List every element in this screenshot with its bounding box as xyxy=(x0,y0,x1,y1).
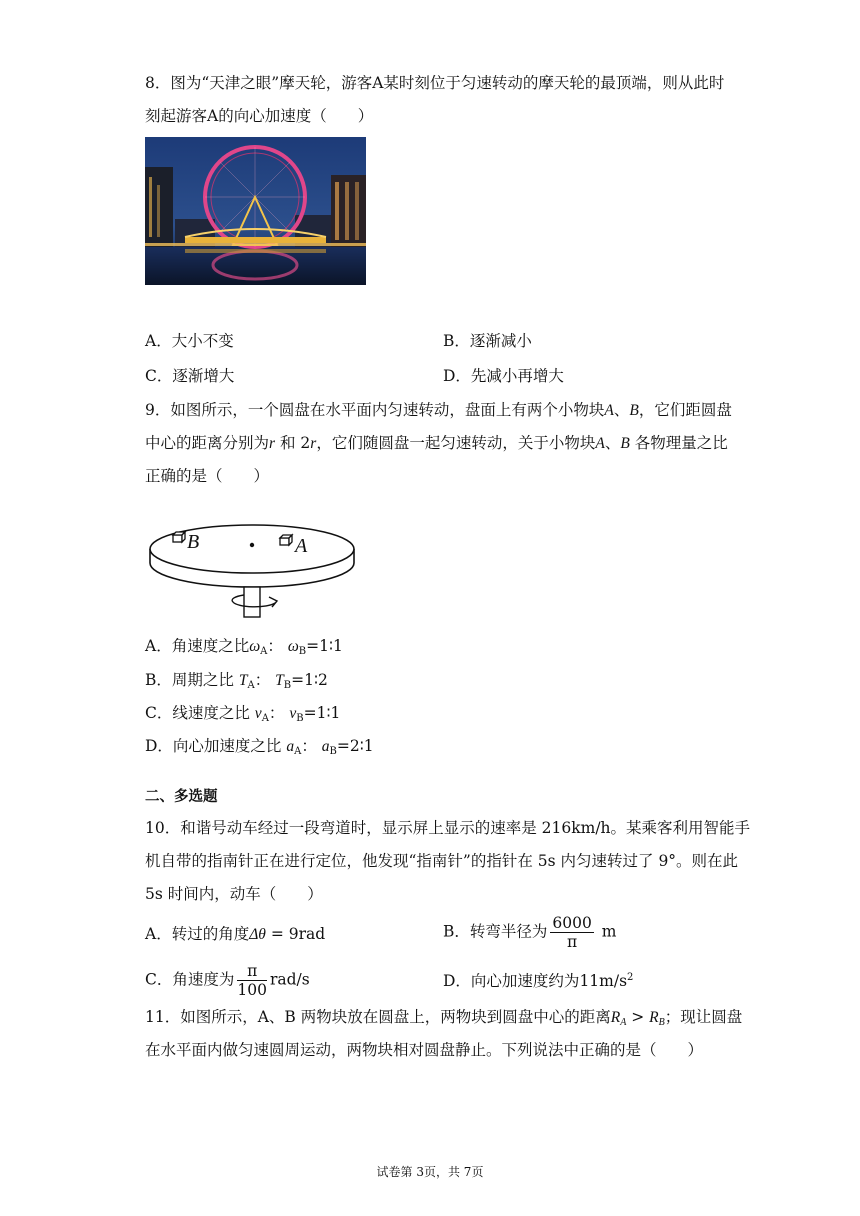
q8-stem-line1: 8．图为“天津之眼”摩天轮，游客A某时刻位于匀速转动的摩天轮的最顶端，则从此时 xyxy=(145,74,725,92)
q8-option-c: C．逐渐增大 xyxy=(145,367,235,385)
q8-option-d: D．先减小再增大 xyxy=(443,367,564,385)
q10-option-d: D．向心加速度约为$11m/s^2$ xyxy=(443,972,634,991)
q10-stem-line3: 5s 时间内，动车（ ） xyxy=(145,885,323,903)
q9-option-a: A．角速度之比$\omega_A$： $\omega_B=1∶1$ xyxy=(145,637,343,657)
q9-stem-line2: 中心的距离分别为r 和 2r，它们随圆盘一起匀速转动，关于小物块A、B 各物理量之比 xyxy=(145,434,728,452)
block-a-icon xyxy=(280,535,292,545)
q9-option-d: D．向心加速度之比 $a_A$： $a_B=2∶1$ xyxy=(145,737,374,757)
q10-stem-line1: 10．和谐号动车经过一段弯道时，显示屏上显示的速率是 216km/h。某乘客利用智能手 xyxy=(145,819,751,837)
q10-option-c: C．角速度为 $\frac{\pi}{100}$ rad/s xyxy=(145,962,310,999)
section-title-multi-choice: 二、多选题 xyxy=(145,789,218,805)
q10-option-b: B．转弯半径为 $\frac{6000}{\pi}$ m xyxy=(443,914,617,951)
q9-stem-line3: 正确的是（ ） xyxy=(145,467,270,485)
q11-stem-line1: 11．如图所示，A、B 两物块放在圆盘上，两物块到圆盘中心的距离$R_A > R_B$；现让圆盘 xyxy=(145,1008,743,1028)
q9-stem-line1: 9．如图所示，一个圆盘在水平面内匀速转动，盘面上有两个小物块A、B，它们距圆盘 xyxy=(145,401,732,419)
q10-stem-line2: 机自带的指南针正在进行定位，他发现“指南针”的指针在 5s 内匀速转过了 9°。则在此 xyxy=(145,852,739,870)
q10-b-fraction: $\frac{6000}{\pi}$ xyxy=(552,914,592,951)
ferris-wheel-photo xyxy=(145,137,366,285)
rotating-disk-diagram xyxy=(145,511,360,621)
disk-center-dot xyxy=(250,543,254,547)
page-footer: 试卷第 3页，共 7页 xyxy=(376,1165,484,1179)
q11-stem-line2: 在水平面内做匀速圆周运动，两物块相对圆盘静止。下列说法中正确的是（ ） xyxy=(145,1041,704,1059)
q8-option-b: B．逐渐减小 xyxy=(443,332,532,350)
q9-option-c: C．线速度之比 $v_A$： $v_B=1∶1$ xyxy=(145,704,341,724)
q9-option-b: B．周期之比 $T_A$： $T_B=1∶2$ xyxy=(145,671,328,691)
block-b-icon xyxy=(173,532,185,542)
q10-c-fraction: $\frac{\pi}{100}$ xyxy=(237,962,267,999)
q8-option-a: A．大小不变 xyxy=(145,332,234,350)
q8-stem-line2: 刻起游客A的向心加速度（ ） xyxy=(145,107,374,125)
label-a: A xyxy=(295,535,308,557)
label-b: B xyxy=(187,531,200,553)
q10-option-a: A．转过的角度Δθ = 9rad xyxy=(145,925,326,943)
